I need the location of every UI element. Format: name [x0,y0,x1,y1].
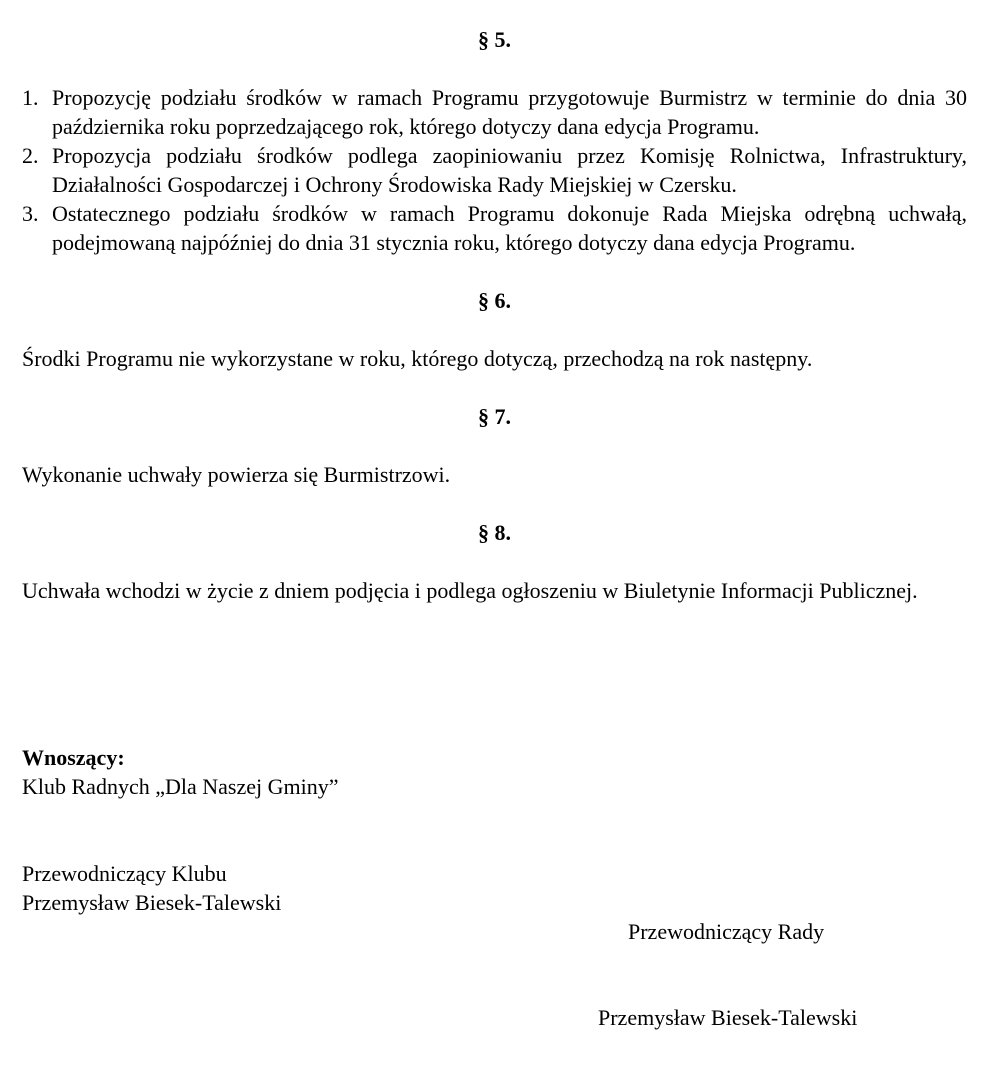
section-6-text: Środki Programu nie wykorzystane w roku, którego dotyczą, przechodzą na rok następny. [22,346,813,371]
section-5-heading: § 5. [478,27,511,52]
section-7-text: Wykonanie uchwały powierza się Burmistrzowi. [22,462,451,487]
list-item-number: 2. [22,143,39,168]
section-7-heading: § 7. [478,404,511,429]
submitter-label: Wnoszący: [22,745,125,770]
council-chair-title: Przewodniczący Rady [628,919,825,944]
section-6-heading: § 6. [478,288,511,313]
list-item-text: Propozycję podziału środków w ramach Programu przygotowuje Burmistrz w terminie do dnia 30 października roku poprzedzającego rok, którego dotyczy dana edycja Programu. [52,85,967,139]
list-item-text: Ostatecznego podziału środków w ramach Programu dokonuje Rada Miejska odrębną uchwałą, podejmowaną najpóźniej do dnia 31 stycznia roku, którego dotyczy dana edycja Programu. [52,201,967,255]
section-8-text: Uchwała wchodzi w życie z dniem podjęcia i podlega ogłoszeniu w Biuletynie Informacji Publicznej. [22,578,918,603]
section-8-heading: § 8. [478,520,511,545]
submitter-name: Klub Radnych „Dla Naszej Gminy” [22,774,339,799]
document-page [22,25,967,605]
list-item [22,199,967,257]
list-item [22,141,967,199]
list-item [22,83,967,141]
club-chair-name: Przemysław Biesek-Talewski [22,890,282,915]
list-item-number: 1. [22,85,39,110]
council-chair-name: Przemysław Biesek-Talewski [598,1005,858,1030]
club-chair-title: Przewodniczący Klubu [22,861,227,886]
list-item-text: Propozycja podziału środków podlega zaopiniowaniu przez Komisję Rolnictwa, Infrastruktury, Działalności Gospodarczej i Ochrony Środowiska Rady Miejskiej w Czersku. [52,143,967,197]
list-item-number: 3. [22,201,39,226]
section-5-list [22,83,967,257]
